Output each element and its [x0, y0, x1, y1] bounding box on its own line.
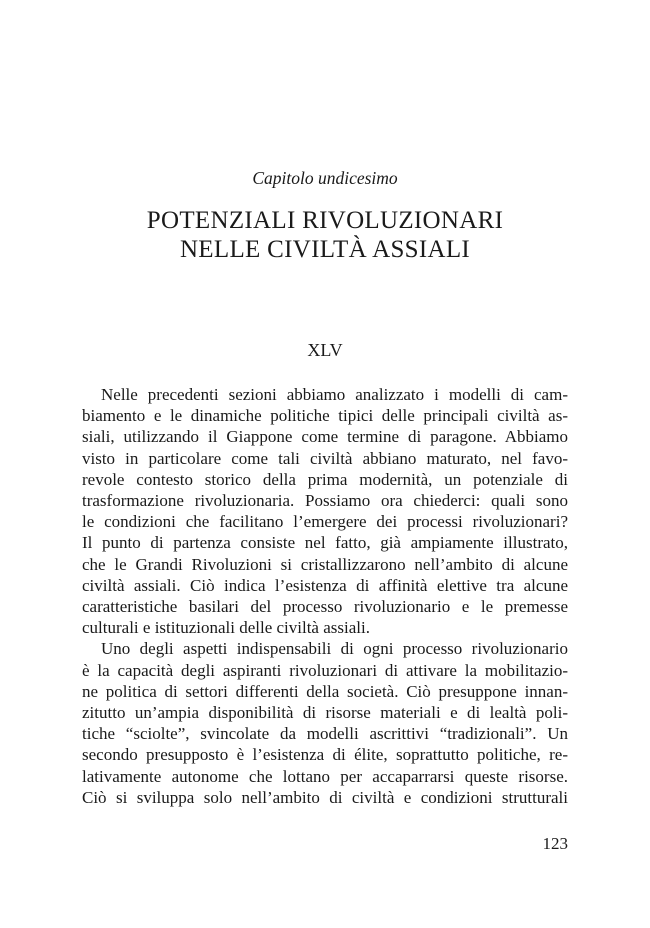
text-line: lativamente autonome che lottano per accaparrarsi queste risorse. — [82, 766, 568, 786]
page-number: 123 — [542, 834, 568, 854]
section-number: XLV — [307, 340, 343, 360]
chapter-title-line-1: POTENZIALI RIVOLUZIONARI — [146, 207, 504, 234]
text-line: zitutto un’ampia disponibilità di risorse materiali e di lealtà poli- — [82, 703, 568, 723]
text-line: revole contesto storico della prima modernità, un potenziale di — [82, 469, 568, 489]
text-line: Ciò si sviluppa solo nell’ambito di civiltà e condizioni strutturali — [82, 787, 568, 807]
text-line: Nelle precedenti sezioni abbiamo analizzato i modelli di cam- — [101, 385, 568, 404]
chapter-title — [82, 207, 568, 264]
chapter-label: Capitolo undicesimo — [252, 168, 398, 188]
text-line: tiche “sciolte”, svincolate da modelli ascrittivi “tradizionali”. Un — [82, 724, 568, 744]
text-line: Uno degli aspetti indispensabili di ogni processo rivoluzionario — [101, 639, 568, 659]
text-line: visto in particolare come tali civiltà abbiano maturato, nel favo- — [82, 448, 568, 468]
text-line: secondo presupposto è l’esistenza di élite, soprattutto politiche, re- — [82, 745, 568, 765]
text-line: Il punto di partenza consiste nel fatto, già ampiamente illustrato, — [82, 533, 568, 553]
paragraph — [82, 384, 568, 638]
text-line: trasformazione rivoluzionaria. Possiamo ora chiederci: quali sono — [82, 491, 568, 511]
text-line: ne politica di settori differenti della società. Ciò presuppone innan- — [82, 681, 568, 701]
text-line: che le Grandi Rivoluzioni si cristallizzarono nell’ambito di alcune — [82, 554, 568, 574]
text-line: è la capacità degli aspiranti rivoluzionari di attivare la mobilitazio- — [82, 660, 568, 680]
text-line: civiltà assiali. Ciò indica l’esistenza di affinità elettive tra alcune — [82, 575, 568, 595]
text-line: biamento e le dinamiche politiche tipici delle principali civiltà as- — [82, 406, 568, 426]
page-content — [82, 168, 568, 854]
chapter-title-line-2: NELLE CIVILTÀ ASSIALI — [179, 235, 471, 263]
body-text — [82, 384, 568, 808]
text-line: caratteristiche basilari del processo rivoluzionario e le premesse — [82, 597, 568, 617]
text-line: culturali e istituzionali delle civiltà assiali. — [82, 618, 370, 638]
text-line: siali, utilizzando il Giappone come termine di paragone. Abbiamo — [82, 427, 568, 447]
paragraph — [82, 638, 568, 808]
text-line: le condizioni che facilitano l’emergere dei processi rivoluzionari? — [82, 512, 568, 532]
